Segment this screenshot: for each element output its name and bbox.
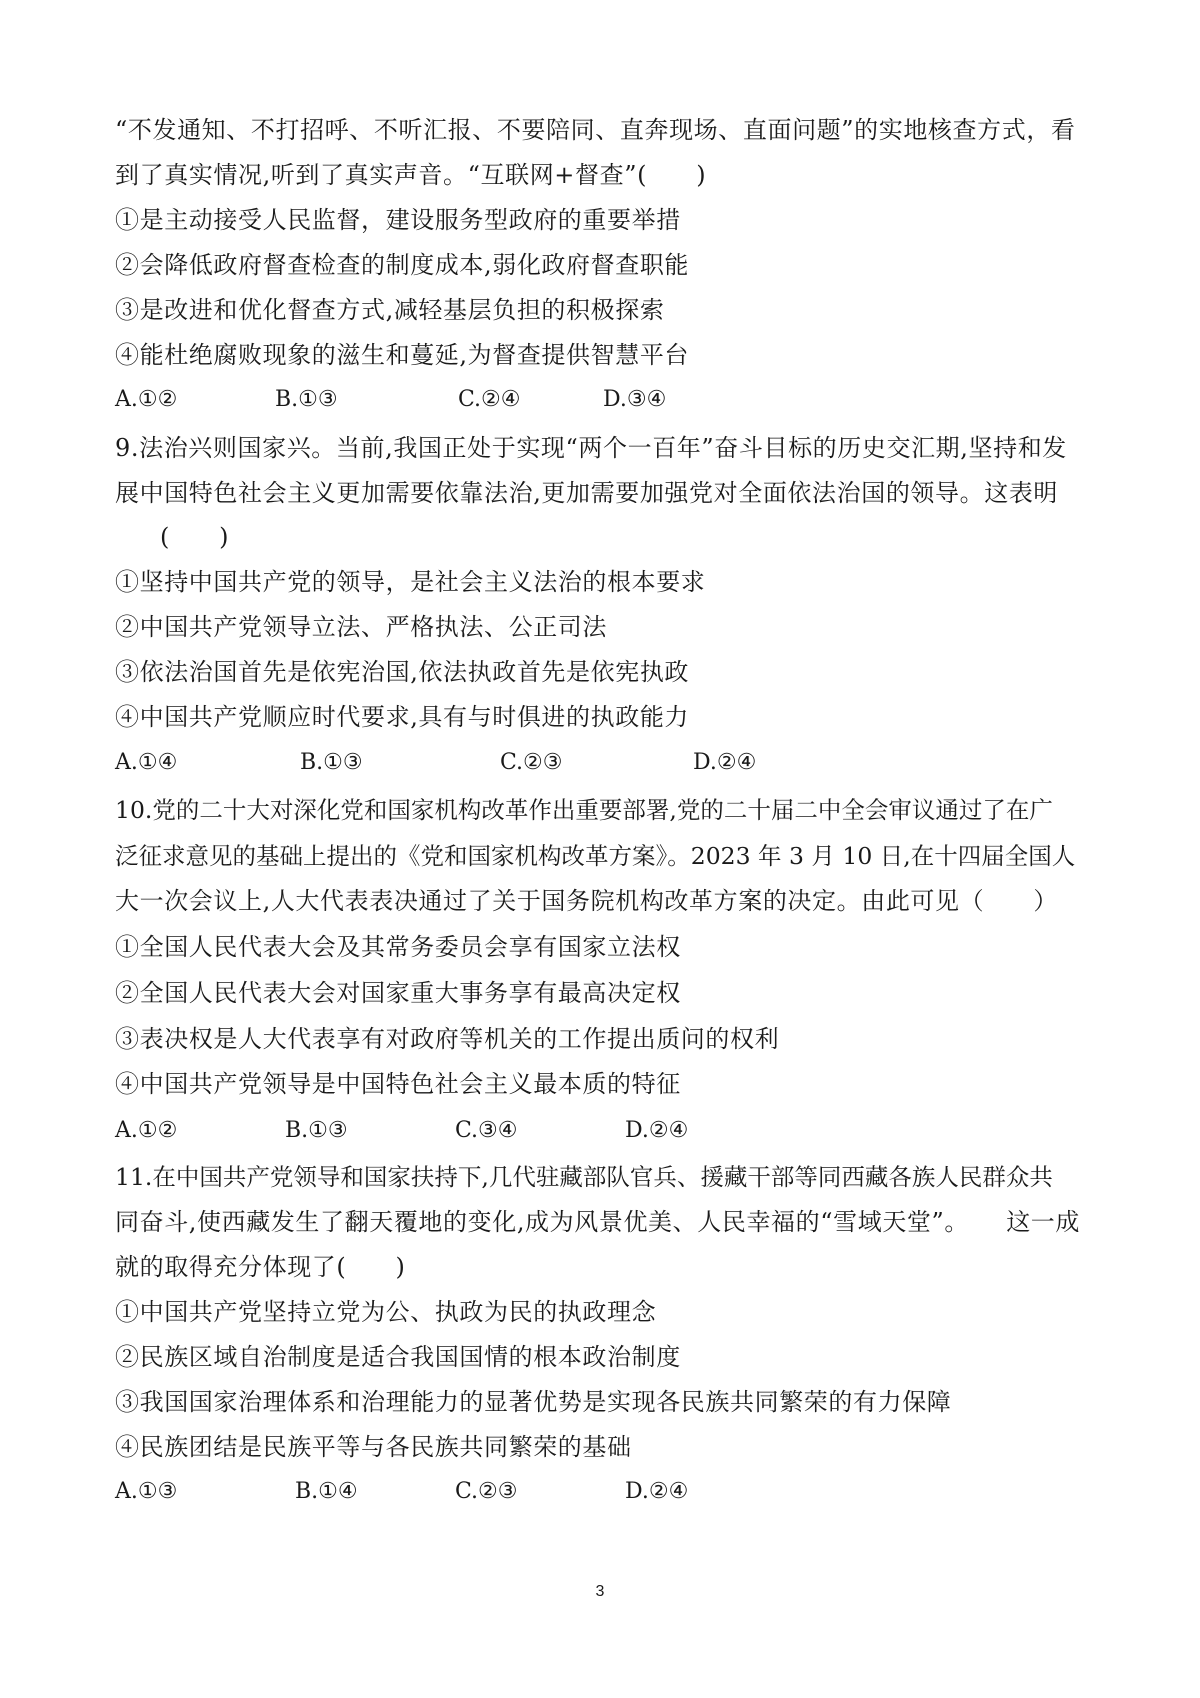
question-9-statement-3: ③依法治国首先是依宪治国,依法执政首先是依宪执政 xyxy=(115,658,690,686)
option-b: B.①③ xyxy=(275,387,338,412)
question-11-stem-line-1: 11.在中国共产党领导和国家扶持下,几代驻藏部队官兵、援藏干部等同西藏各族人民群众共 xyxy=(115,1163,1053,1191)
question-10-statement-1: ①全国人民代表大会及其常务委员会享有国家立法权 xyxy=(115,933,681,961)
option-d: D.③④ xyxy=(603,387,667,412)
page-number: 3 xyxy=(595,1583,605,1600)
question-8-statement-3: ③是改进和优化督查方式,减轻基层负担的积极探索 xyxy=(115,296,665,324)
option-c: C.②③ xyxy=(500,750,563,775)
option-a: A.①② xyxy=(115,1118,178,1143)
option-d: D.②④ xyxy=(625,1479,689,1504)
question-10-statement-2: ②全国人民代表大会对国家重大事务享有最高决定权 xyxy=(115,979,681,1007)
question-9-stem-line-1: 9.法治兴则国家兴。当前,我国正处于实现“两个一百年”奋斗目标的历史交汇期,坚持和发 xyxy=(115,434,1067,462)
option-b: B.①③ xyxy=(300,750,363,775)
question-9-stem-line-3: ( ) xyxy=(160,523,230,551)
option-b: B.①③ xyxy=(285,1118,348,1143)
question-9-statement-1: ①坚持中国共产党的领导，是社会主义法治的根本要求 xyxy=(115,568,706,596)
question-8-stem-line-1: “不发通知、不打招呼、不听汇报、不要陪同、直奔现场、直面问题”的实地核查方式，看 xyxy=(115,116,1076,144)
question-11-stem-line-2: 同奋斗,使西藏发生了翻天覆地的变化,成为风景优美、人民幸福的“雪域天堂”。 这一成 xyxy=(115,1208,1080,1236)
option-d: D.②④ xyxy=(693,750,757,775)
question-8-statement-2: ②会降低政府督查检查的制度成本,弱化政府督查职能 xyxy=(115,251,690,279)
option-c: C.②③ xyxy=(455,1479,518,1504)
question-10-statement-3: ③表决权是人大代表享有对政府等机关的工作提出质问的权利 xyxy=(115,1025,780,1053)
question-9-statement-4: ④中国共产党顺应时代要求,具有与时俱进的执政能力 xyxy=(115,703,690,731)
question-8-statement-1: ①是主动接受人民监督，建设服务型政府的重要举措 xyxy=(115,206,681,234)
option-c: C.②④ xyxy=(458,387,521,412)
question-9-stem-line-2: 展中国特色社会主义更加需要依靠法治,更加需要加强党对全面依法治国的领导。这表明 xyxy=(115,479,1059,507)
question-9-statement-2: ②中国共产党领导立法、严格执法、公正司法 xyxy=(115,613,607,641)
question-11-statement-3: ③我国国家治理体系和治理能力的显著优势是实现各民族共同繁荣的有力保障 xyxy=(115,1388,952,1416)
question-8-statement-4: ④能杜绝腐败现象的滋生和蔓延,为督查提供智慧平台 xyxy=(115,341,690,369)
option-a: A.①③ xyxy=(115,1479,178,1504)
question-10-statement-4: ④中国共产党领导是中国特色社会主义最本质的特征 xyxy=(115,1070,681,1098)
option-d: D.②④ xyxy=(625,1118,689,1143)
option-a: A.①④ xyxy=(115,750,178,775)
question-10-stem-line-2: 泛征求意见的基础上提出的《党和国家机构改革方案》。2023 年 3 月 10 日,在十四届全国人 xyxy=(115,842,1076,870)
question-8-stem-line-2: 到了真实情况,听到了真实声音。“互联网+督查”( ) xyxy=(115,161,707,189)
question-11-statement-4: ④民族团结是民族平等与各民族共同繁荣的基础 xyxy=(115,1433,632,1461)
question-11-statement-2: ②民族区域自治制度是适合我国国情的根本政治制度 xyxy=(115,1343,681,1371)
option-b: B.①④ xyxy=(295,1479,358,1504)
question-11-statement-1: ①中国共产党坚持立党为公、执政为民的执政理念 xyxy=(115,1298,657,1326)
question-11-stem-line-3: 就的取得充分体现了( ) xyxy=(115,1253,406,1281)
question-10-stem-line-1: 10.党的二十大对深化党和国家机构改革作出重要部署,党的二十届二中全会审议通过了在广 xyxy=(115,796,1053,824)
option-a: A.①② xyxy=(115,387,178,412)
question-10-stem-line-3: 大一次会议上,人大代表表决通过了关于国务院机构改革方案的决定。由此可见（ ） xyxy=(115,887,1059,915)
option-c: C.③④ xyxy=(455,1118,518,1143)
